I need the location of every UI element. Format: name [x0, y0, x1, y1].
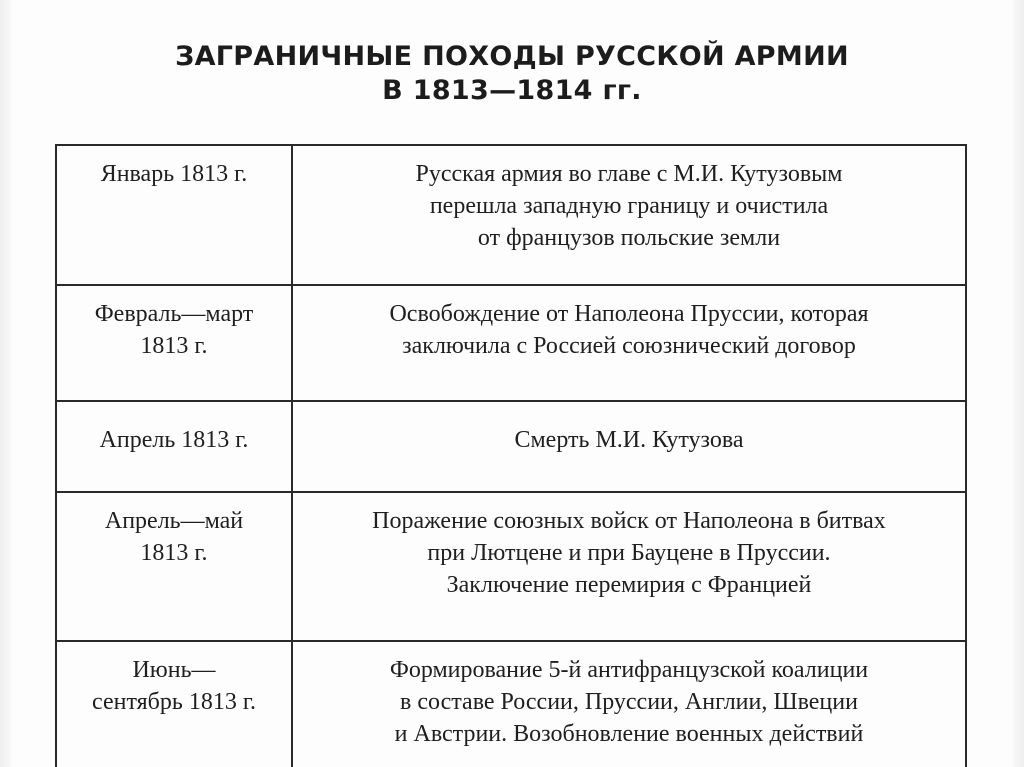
- date-cell: [56, 492, 292, 641]
- page-edge-right: [1012, 0, 1024, 767]
- chronology-table: [55, 144, 967, 767]
- table-row: [56, 145, 966, 285]
- table-row: [56, 492, 966, 641]
- event-cell: [292, 145, 966, 285]
- event-cell: [292, 285, 966, 401]
- page-edge-left: [0, 0, 12, 767]
- title-line-1: ЗАГРАНИЧНЫЕ ПОХОДЫ РУССКОЙ АРМИИ: [175, 41, 849, 72]
- date-text: Апрель—май 1813 г.: [104, 508, 244, 566]
- date-cell: [56, 641, 292, 767]
- event-cell: [292, 401, 966, 492]
- event-cell: [292, 641, 966, 767]
- date-text: Апрель 1813 г.: [99, 427, 249, 453]
- event-text: Освобождение от Наполеона Пруссии, которая заключила с Россией союзнический договор: [389, 301, 869, 359]
- table-row: [56, 641, 966, 767]
- date-cell: [56, 145, 292, 285]
- event-text: Формирование 5-й антифранцузской коалиции в составе России, Пруссии, Англии, Швеции и Австрии. Возобновление военных действий: [389, 657, 869, 747]
- date-text: Январь 1813 г.: [100, 161, 248, 187]
- table-row: [56, 401, 966, 492]
- event-text: Поражение союзных войск от Наполеона в битвах при Лютцене и при Бауцене в Пруссии. Заключение перемирия с Францией: [372, 508, 886, 598]
- event-cell: [292, 492, 966, 641]
- date-cell: [56, 285, 292, 401]
- date-cell: [56, 401, 292, 492]
- event-text: Смерть М.И. Кутузова: [514, 427, 744, 453]
- date-text: Февраль—март 1813 г.: [94, 301, 254, 359]
- event-text: Русская армия во главе с М.И. Кутузовым перешла западную границу и очистила от французов польские земли: [415, 161, 843, 251]
- table-row: [56, 285, 966, 401]
- date-text: Июнь— сентябрь 1813 г.: [92, 657, 256, 715]
- document-title: [0, 40, 1024, 108]
- title-line-2: В 1813—1814 гг.: [382, 75, 642, 106]
